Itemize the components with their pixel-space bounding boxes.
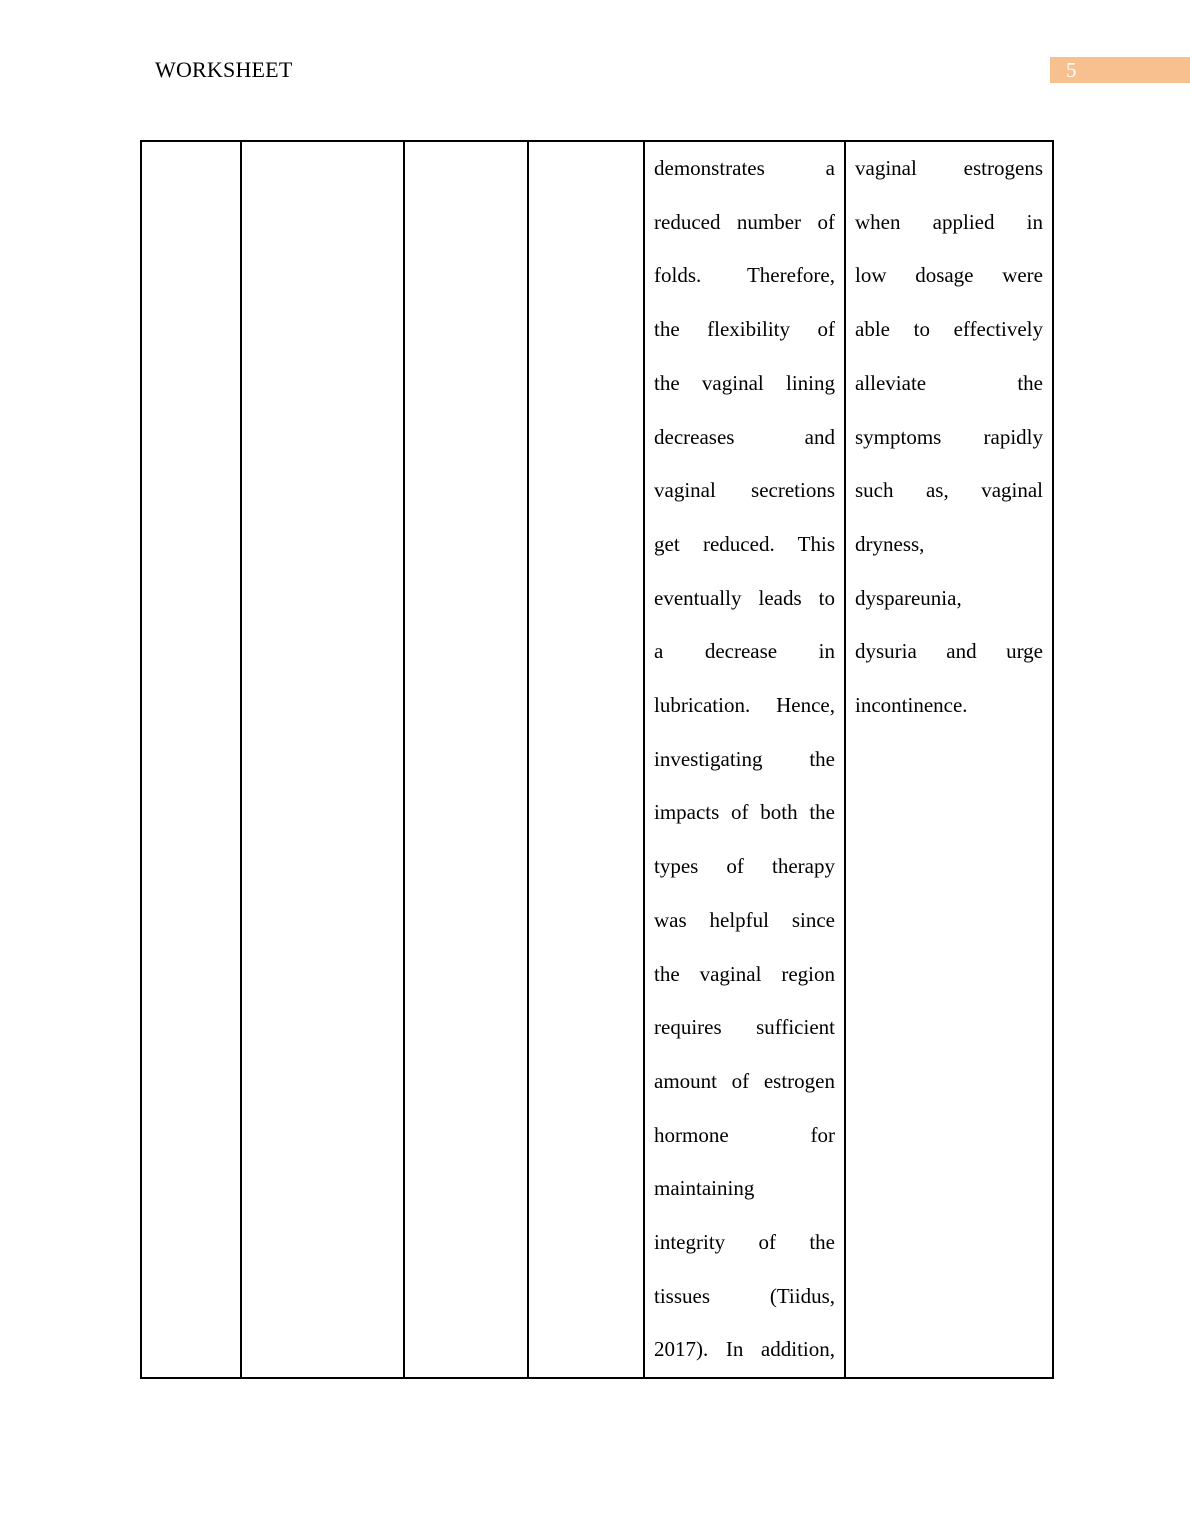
page-number: 5 (1050, 57, 1190, 83)
col5-line: eventually leads to (654, 585, 835, 610)
col5-text (645, 142, 844, 1377)
col5-line: was helpful since (654, 907, 835, 932)
col6-line: dyspareunia, (855, 585, 962, 610)
col5-line: reduced number of (654, 209, 835, 234)
col6-line: such as, vaginal (855, 478, 1043, 503)
col5-line: the flexibility of (654, 317, 835, 342)
col5-line: amount of estrogen (654, 1068, 835, 1093)
worksheet-table (140, 140, 1054, 1379)
col6-line: symptoms rapidly (855, 424, 1043, 449)
col5-line: integrity of the (654, 1230, 835, 1255)
col5-line: the vaginal region (654, 961, 835, 986)
col5-line: hormone for (654, 1122, 835, 1147)
col5-line: tissues (Tiidus, (654, 1283, 835, 1308)
col6-line: when applied in (855, 209, 1043, 234)
table-cell-col2 (241, 141, 404, 1378)
col5-line: lubrication. Hence, (654, 693, 835, 718)
col6-line: incontinence. (855, 693, 968, 718)
col6-line: alleviate the (855, 370, 1043, 395)
col5-line: impacts of both the (654, 800, 835, 825)
col6-text (846, 142, 1052, 733)
table-cell-col5 (644, 141, 845, 1378)
col6-line: vaginal estrogens (855, 156, 1043, 180)
page-header-title: WORKSHEET (155, 57, 293, 82)
table-row (141, 141, 1053, 1378)
col5-line: types of therapy (654, 854, 835, 879)
col5-line: get reduced. This (654, 531, 835, 556)
col5-line: vaginal secretions (654, 478, 835, 503)
col6-line: low dosage were (855, 263, 1043, 288)
col5-line: maintaining (654, 1176, 755, 1201)
col6-line: dryness, (855, 531, 925, 556)
col5-line: decreases and (654, 424, 835, 449)
col5-line: demonstrates a (654, 156, 835, 180)
col6-line: dysuria and urge (855, 639, 1043, 664)
col6-line: able to effectively (855, 317, 1043, 342)
col5-line: investigating the (654, 746, 835, 771)
table-cell-col6 (845, 141, 1053, 1378)
table-cell-col4 (528, 141, 644, 1378)
table-cell-col3 (404, 141, 528, 1378)
col5-line: a decrease in (654, 639, 835, 664)
table-cell-col1 (141, 141, 241, 1378)
col5-line: the vaginal lining (654, 370, 835, 395)
col5-line: 2017). In addition, (654, 1337, 835, 1362)
col5-line: folds. Therefore, (654, 263, 835, 288)
col5-line: requires sufficient (654, 1015, 835, 1040)
